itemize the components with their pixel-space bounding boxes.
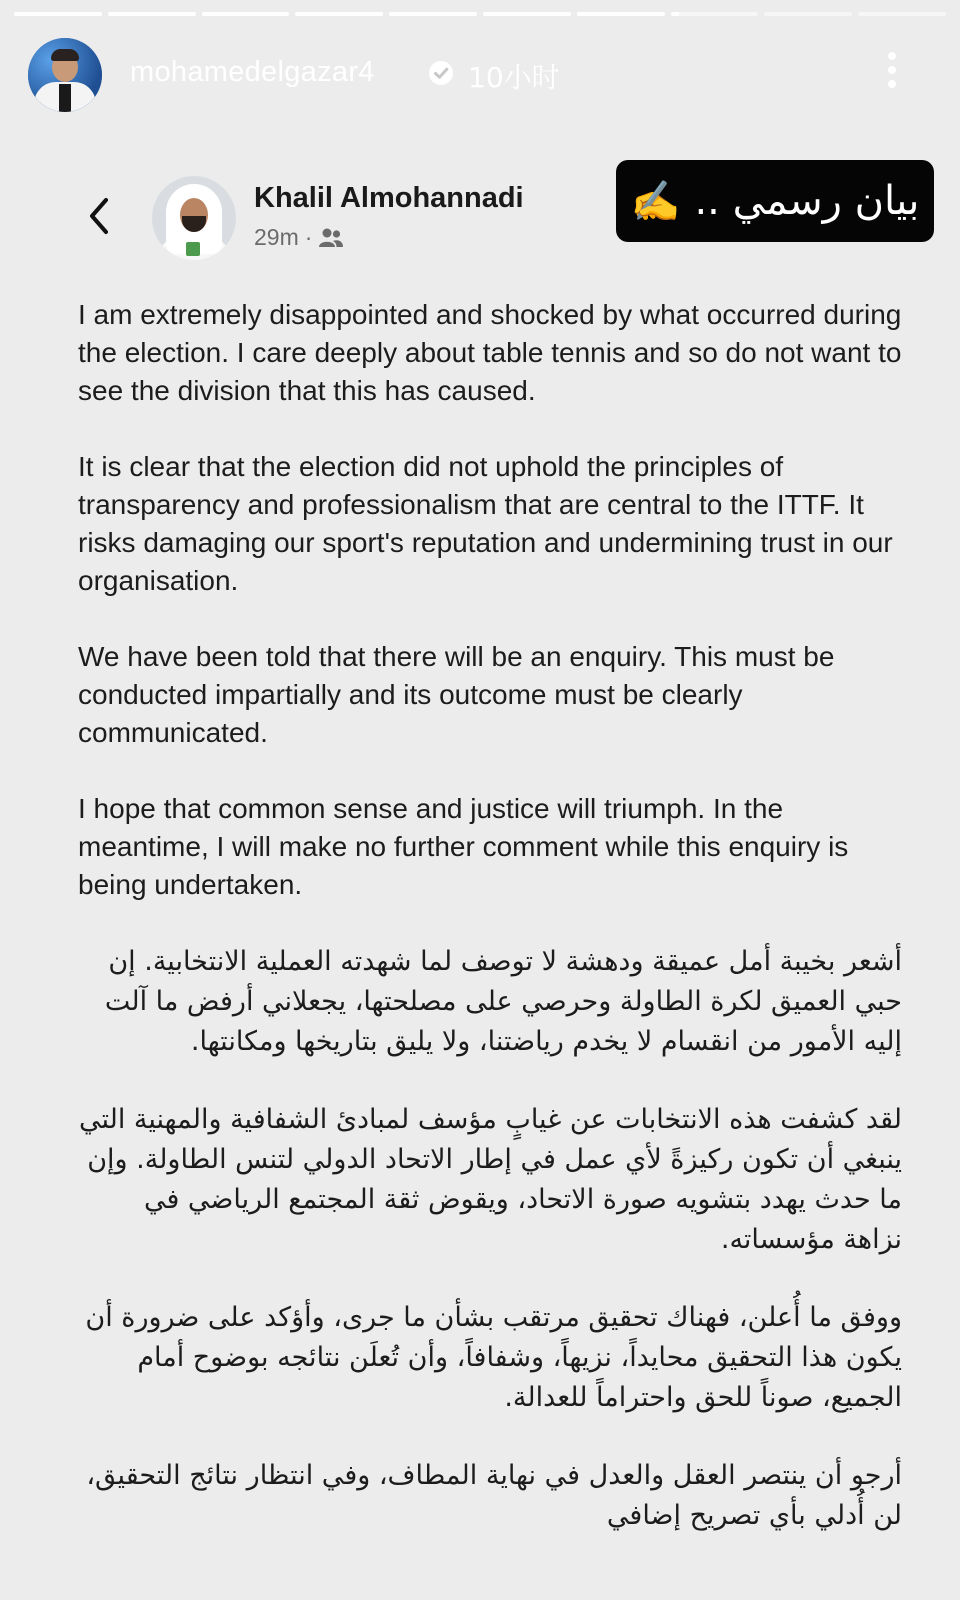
author-name[interactable]: Khalil Almohannadi bbox=[254, 182, 524, 214]
chevron-left-icon[interactable] bbox=[84, 194, 114, 238]
story-progress-segment bbox=[14, 12, 102, 16]
story-progress-segment bbox=[295, 12, 383, 16]
story-progress-segment bbox=[483, 12, 571, 16]
post-header bbox=[0, 168, 960, 268]
paragraph-ar: ووفق ما أُعلن، فهناك تحقيق مرتقب بشأن ما جرى، وأؤكد على ضرورة أن يكون هذا التحقيق محايداً، نزيهاً، وشفافاً، وأن تُعلَن نتائجه بوضوح أمام الجميع، صوناً للحق واحتراماً للعدالة. bbox=[85, 1302, 902, 1413]
paragraph-en: I hope that common sense and justice will triumph. In the meantime, I will make no further comment while this enquiry is being undertaken. bbox=[78, 793, 849, 900]
story-progress-segment bbox=[108, 12, 196, 16]
story-progress-segment bbox=[202, 12, 290, 16]
story-progress-segment bbox=[389, 12, 477, 16]
story-progress-segment bbox=[577, 12, 665, 16]
paragraph-en: We have been told that there will be an enquiry. This must be conducted impartially and its outcome must be clearly communicated. bbox=[78, 641, 835, 748]
post-body bbox=[78, 296, 918, 1574]
paragraph-ar: أشعر بخيبة أمل عميقة ودهشة لا توصف لما شهدته العملية الانتخابية. إن حبي العميق لكرة الطاولة وحرصي على مصلحتها، يجعلاني أرفض ما آلت إليه الأمور من انقسام لا يخدم رياضتنا، ولا يليق بتاريخها ومكانتها. bbox=[104, 946, 902, 1057]
more-vertical-icon[interactable] bbox=[884, 52, 900, 94]
friends-icon bbox=[318, 227, 344, 249]
badge-text: بيان رسمي .. bbox=[694, 178, 920, 224]
meta-separator: · bbox=[304, 224, 313, 250]
paragraph-en: I am extremely disappointed and shocked by what occurred during the election. I care deeply about table tennis and so do not want to see the division that this has caused. bbox=[78, 299, 902, 406]
english-statement bbox=[78, 296, 918, 904]
author-avatar[interactable] bbox=[152, 176, 236, 260]
official-statement-badge bbox=[616, 160, 934, 242]
arabic-statement bbox=[78, 942, 918, 1536]
paragraph-en: It is clear that the election did not uphold the principles of transparency and professionalism that are central to the ITTF. It risks damaging our sport's reputation and undermining trust in our organisation. bbox=[78, 451, 893, 596]
story-progress-segment bbox=[671, 12, 759, 16]
story-avatar[interactable] bbox=[28, 38, 102, 112]
story-progress-segment bbox=[858, 12, 946, 16]
paragraph-ar: لقد كشفت هذه الانتخابات عن غيابٍ مؤسف لمبادئ الشفافية والمهنية التي ينبغي أن تكون ركيزةً لأي عمل في إطار الاتحاد الدولي لتنس الطاولة. وإن ما حدث يهدد بتشويه صورة الاتحاد، ويقوض ثقة المجتمع الرياضي في نزاهة مؤسساته. bbox=[78, 1104, 902, 1255]
story-header bbox=[28, 38, 932, 114]
post-time: 29m bbox=[254, 224, 299, 250]
verified-badge-icon bbox=[428, 60, 454, 86]
story-progress-segment bbox=[764, 12, 852, 16]
story-username[interactable]: mohamedelgazar4 bbox=[130, 56, 375, 88]
paragraph-ar: أرجو أن ينتصر العقل والعدل في نهاية المطاف، وفي انتظار نتائج التحقيق، لن أُدلي بأي تصريح إضافي bbox=[86, 1460, 902, 1531]
writing-hand-icon: ✍️ bbox=[630, 178, 681, 225]
story-timestamp: 10小时 bbox=[468, 61, 560, 94]
story-progress-bar bbox=[14, 12, 946, 16]
post-meta bbox=[254, 224, 344, 251]
